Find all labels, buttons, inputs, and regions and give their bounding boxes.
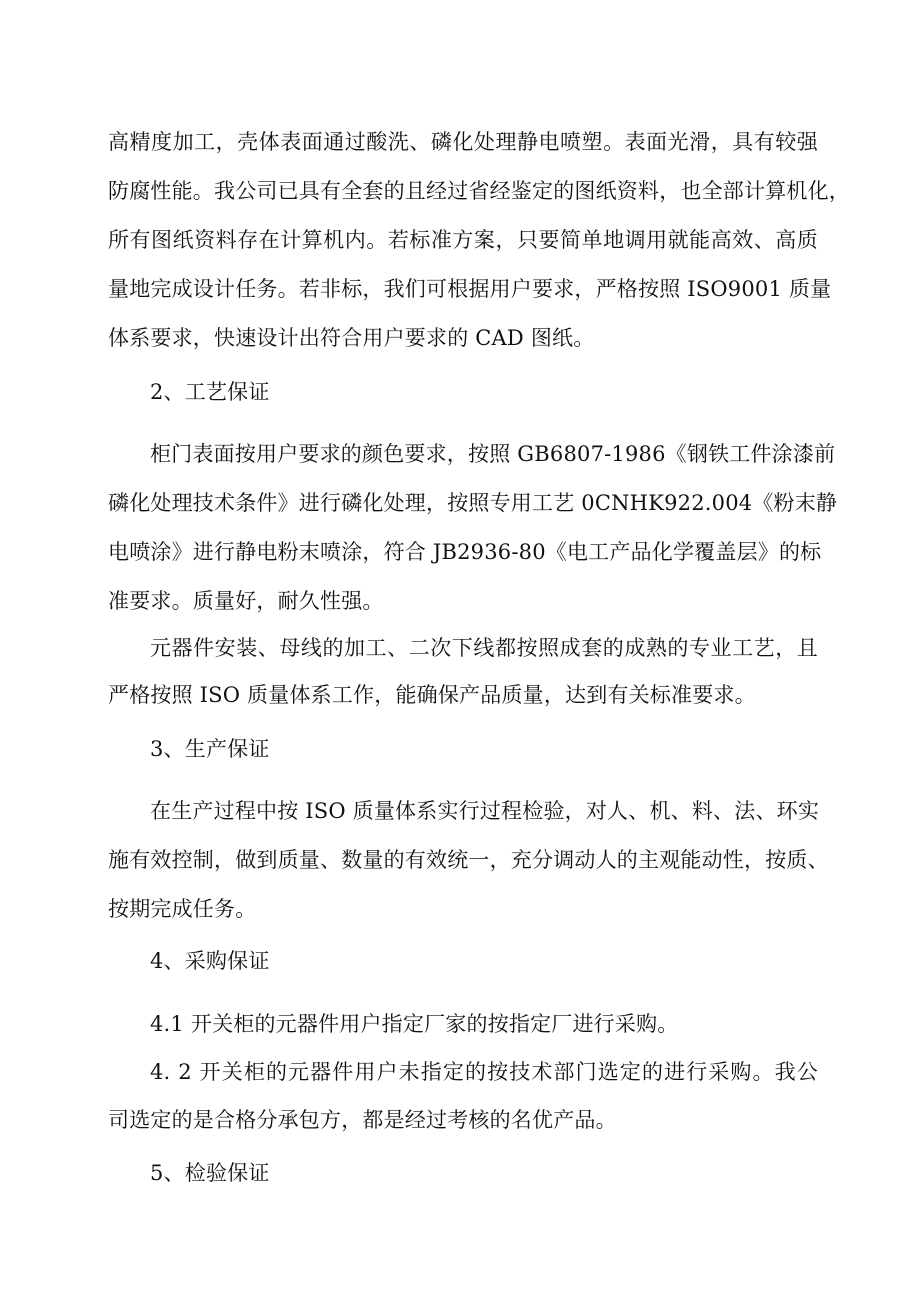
- paragraph-line: 按期完成任务。: [108, 897, 257, 921]
- section-heading: 5、检验保证: [150, 1161, 270, 1185]
- paragraph-line: 司选定的是合格分承包方，都是经过考核的名优产品。: [108, 1108, 617, 1132]
- paragraph-line: 所有图纸资料存在计算机内。若标准方案，只要简单地调用就能高效、高质: [108, 228, 818, 252]
- paragraph-line: 防腐性能。我公司已具有全套的且经过省经鉴定的图纸资料，也全部计算机化，: [108, 179, 850, 203]
- list-item: 4.1 开关柜的元器件用户指定厂家的按指定厂进行采购。: [150, 1012, 679, 1036]
- paragraph-line: 元器件安装、母线的加工、二次下线都按照成套的成熟的专业工艺，且: [150, 636, 818, 660]
- paragraph-line: 电喷涂》进行静电粉末喷涂，符合 JB2936-80《电工产品化学覆盖层》的标: [108, 540, 822, 564]
- list-item: 4. 2 开关柜的元器件用户未指定的按技术部门选定的进行采购。我公: [150, 1060, 818, 1084]
- paragraph-line: 高精度加工，壳体表面通过酸洗、磷化处理静电喷塑。表面光滑，具有较强: [108, 130, 818, 154]
- paragraph-line: 严格按照 ISO 质量体系工作，能确保产品质量，达到有关标准要求。: [108, 683, 756, 707]
- paragraph-line: 体系要求，快速设计出符合用户要求的 CAD 图纸。: [108, 326, 595, 350]
- paragraph-line: 在生产过程中按 ISO 质量体系实行过程检验，对人、机、料、法、环实: [150, 799, 820, 823]
- paragraph-line: 准要求。质量好，耐久性强。: [108, 589, 384, 613]
- paragraph-line: 磷化处理技术条件》进行磷化处理，按照专用工艺 0CNHK922.004《粉末静: [108, 491, 838, 515]
- section-heading: 2、工艺保证: [150, 380, 270, 404]
- section-heading: 4、采购保证: [150, 949, 270, 973]
- paragraph-line: 施有效控制，做到质量、数量的有效统一，充分调动人的主观能动性，按质、: [108, 848, 829, 872]
- paragraph-line: 柜门表面按用户要求的颜色要求，按照 GB6807-1986《钢铁工件涂漆前: [150, 442, 836, 466]
- paragraph-line: 量地完成设计任务。若非标，我们可根据用户要求，严格按照 ISO9001 质量: [108, 277, 832, 301]
- section-heading: 3、生产保证: [150, 737, 270, 761]
